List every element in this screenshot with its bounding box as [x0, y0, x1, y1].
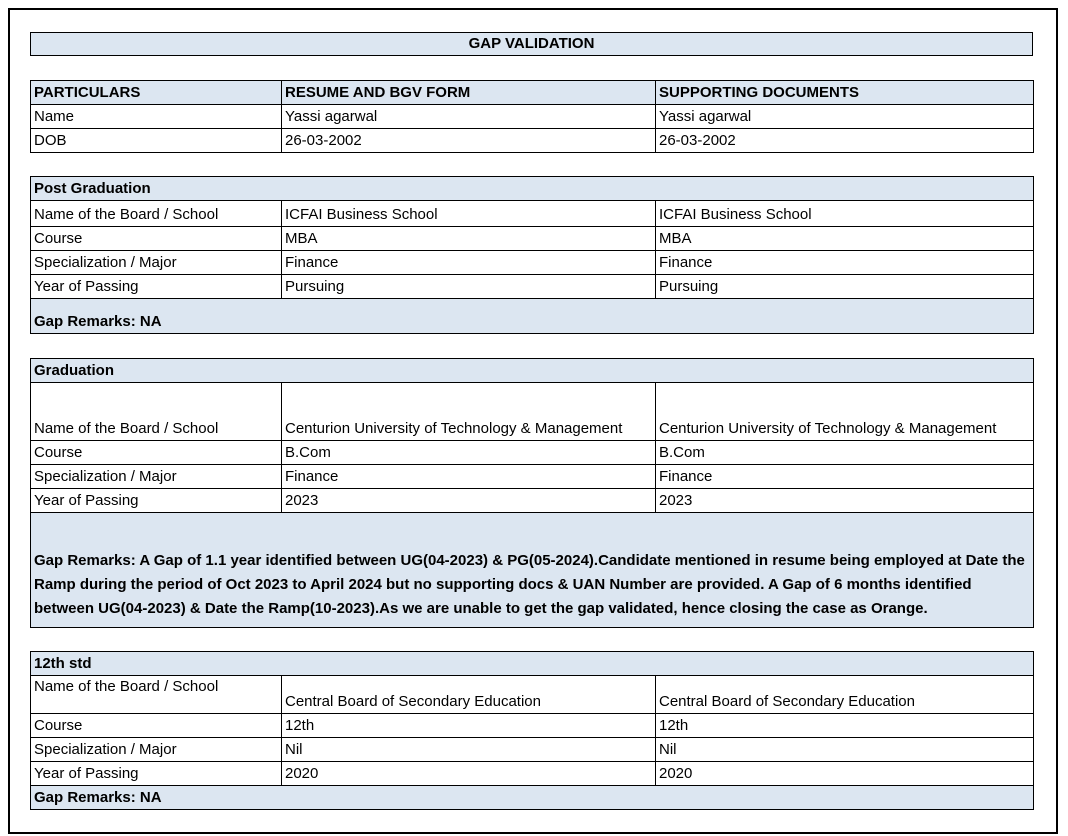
- header-row: [31, 81, 1034, 105]
- resume-value: Centurion University of Technology & Management: [282, 383, 656, 441]
- docs-value: Finance: [656, 251, 1034, 275]
- row-label: Course: [31, 714, 282, 738]
- row-label: Course: [31, 227, 282, 251]
- docs-value: Nil: [656, 738, 1034, 762]
- docs-value: 2023: [656, 489, 1034, 513]
- docs-value: 2020: [656, 762, 1034, 786]
- table-row: [31, 714, 1034, 738]
- row-label: Name of the Board / School: [31, 383, 282, 441]
- page-title: GAP VALIDATION: [30, 32, 1033, 56]
- docs-value: Central Board of Secondary Education: [656, 676, 1034, 714]
- docs-value: Pursuing: [656, 275, 1034, 299]
- table-row: [31, 441, 1034, 465]
- gap-remarks: Gap Remarks: NA: [31, 786, 1034, 810]
- resume-value: Central Board of Secondary Education: [282, 676, 656, 714]
- row-label: Year of Passing: [31, 275, 282, 299]
- table-row: [31, 251, 1034, 275]
- header-supporting: SUPPORTING DOCUMENTS: [656, 81, 1034, 105]
- table-row: [31, 738, 1034, 762]
- resume-value: ICFAI Business School: [282, 201, 656, 227]
- resume-value: 2020: [282, 762, 656, 786]
- graduation-table: [30, 358, 1034, 628]
- docs-value: 26-03-2002: [656, 129, 1034, 153]
- table-row: [31, 105, 1034, 129]
- section-title: Graduation: [31, 359, 1034, 383]
- post-graduation-table: [30, 176, 1034, 334]
- section-title: 12th std: [31, 652, 1034, 676]
- remarks-row: [31, 786, 1034, 810]
- resume-value: 26-03-2002: [282, 129, 656, 153]
- docs-value: Centurion University of Technology & Management: [656, 383, 1034, 441]
- docs-value: MBA: [656, 227, 1034, 251]
- table-row: [31, 275, 1034, 299]
- basic-details-table: [30, 80, 1034, 153]
- gap-remarks: Gap Remarks: A Gap of 1.1 year identified between UG(04-2023) & PG(05-2024).Candidate mentioned in resume being employed at Date the Ramp during the period of Oct 2023 to April 2024 but no supporting docs & UAN Number are provided. A Gap of 6 months identified between UG(04-2023) & Date the Ramp(10-2023).As we are unable to get the gap validated, hence closing the case as Orange.: [31, 513, 1034, 628]
- twelfth-table: [30, 651, 1034, 810]
- row-label: Name: [31, 105, 282, 129]
- section-header-row: [31, 652, 1034, 676]
- row-label: Specialization / Major: [31, 251, 282, 275]
- resume-value: Yassi agarwal: [282, 105, 656, 129]
- table-row: [31, 762, 1034, 786]
- resume-value: 12th: [282, 714, 656, 738]
- row-label: Course: [31, 441, 282, 465]
- resume-value: MBA: [282, 227, 656, 251]
- resume-value: Nil: [282, 738, 656, 762]
- row-label: Year of Passing: [31, 762, 282, 786]
- docs-value: ICFAI Business School: [656, 201, 1034, 227]
- resume-value: 2023: [282, 489, 656, 513]
- header-particulars: PARTICULARS: [31, 81, 282, 105]
- table-row: [31, 465, 1034, 489]
- docs-value: B.Com: [656, 441, 1034, 465]
- table-row: [31, 676, 1034, 714]
- remarks-row: [31, 299, 1034, 334]
- docs-value: Finance: [656, 465, 1034, 489]
- table-row: [31, 129, 1034, 153]
- table-row: [31, 201, 1034, 227]
- resume-value: Finance: [282, 465, 656, 489]
- row-label: Name of the Board / School: [31, 201, 282, 227]
- section-header-row: [31, 177, 1034, 201]
- remarks-row: [31, 513, 1034, 628]
- row-label: Specialization / Major: [31, 465, 282, 489]
- resume-value: Pursuing: [282, 275, 656, 299]
- table-row: [31, 489, 1034, 513]
- docs-value: 12th: [656, 714, 1034, 738]
- docs-value: Yassi agarwal: [656, 105, 1034, 129]
- table-row: [31, 227, 1034, 251]
- resume-value: Finance: [282, 251, 656, 275]
- row-label: DOB: [31, 129, 282, 153]
- section-header-row: [31, 359, 1034, 383]
- row-label: Specialization / Major: [31, 738, 282, 762]
- table-row: [31, 383, 1034, 441]
- row-label: Year of Passing: [31, 489, 282, 513]
- resume-value: B.Com: [282, 441, 656, 465]
- header-resume: RESUME AND BGV FORM: [282, 81, 656, 105]
- gap-remarks: Gap Remarks: NA: [31, 299, 1034, 334]
- row-label: Name of the Board / School: [31, 676, 282, 714]
- section-title: Post Graduation: [31, 177, 1034, 201]
